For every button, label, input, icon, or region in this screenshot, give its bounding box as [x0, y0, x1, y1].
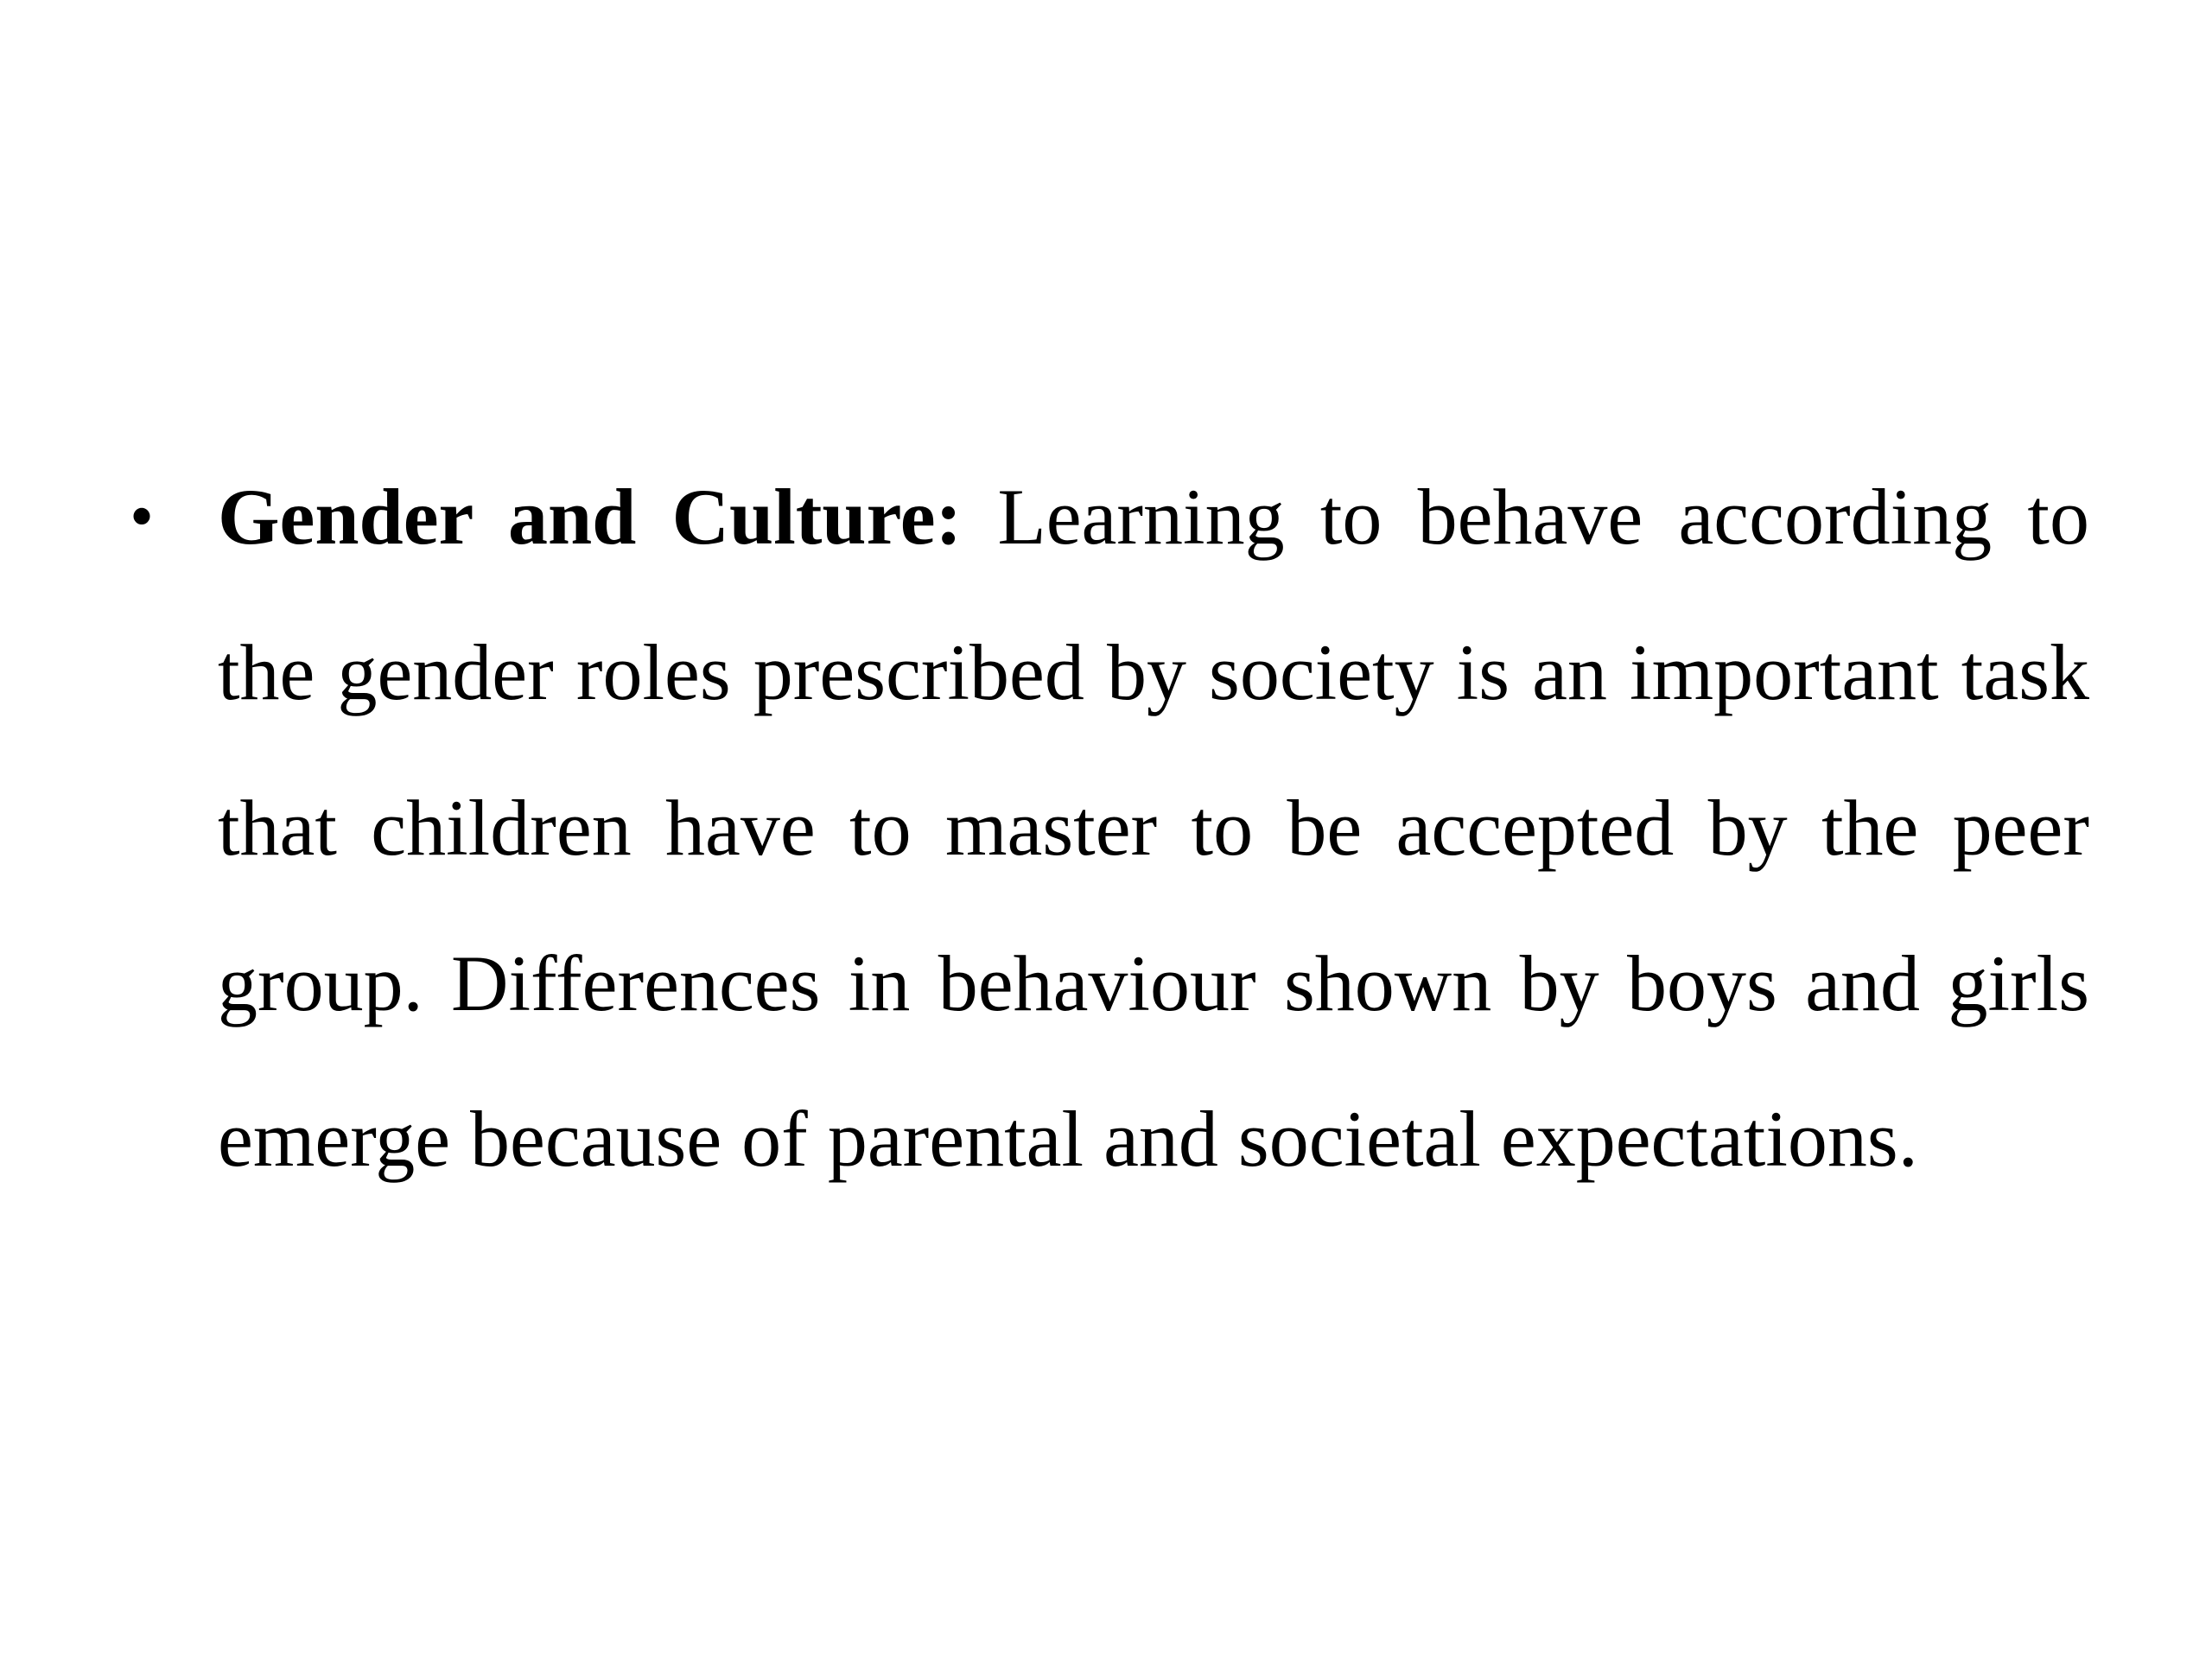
bullet-term: Gender and Culture:: [218, 473, 998, 561]
bullet-text: Learning to behave according to the gender roles prescribed by society is an important task that children have to master to be accepted by the peer group. Differences in behaviour shown by boys and girls emerge because of parental and societal expectations.: [218, 473, 2089, 1183]
bullet-marker: •: [130, 479, 155, 555]
bullet-list: [130, 439, 2089, 1217]
bullet-item-gender-and-culture: [130, 439, 2089, 1217]
